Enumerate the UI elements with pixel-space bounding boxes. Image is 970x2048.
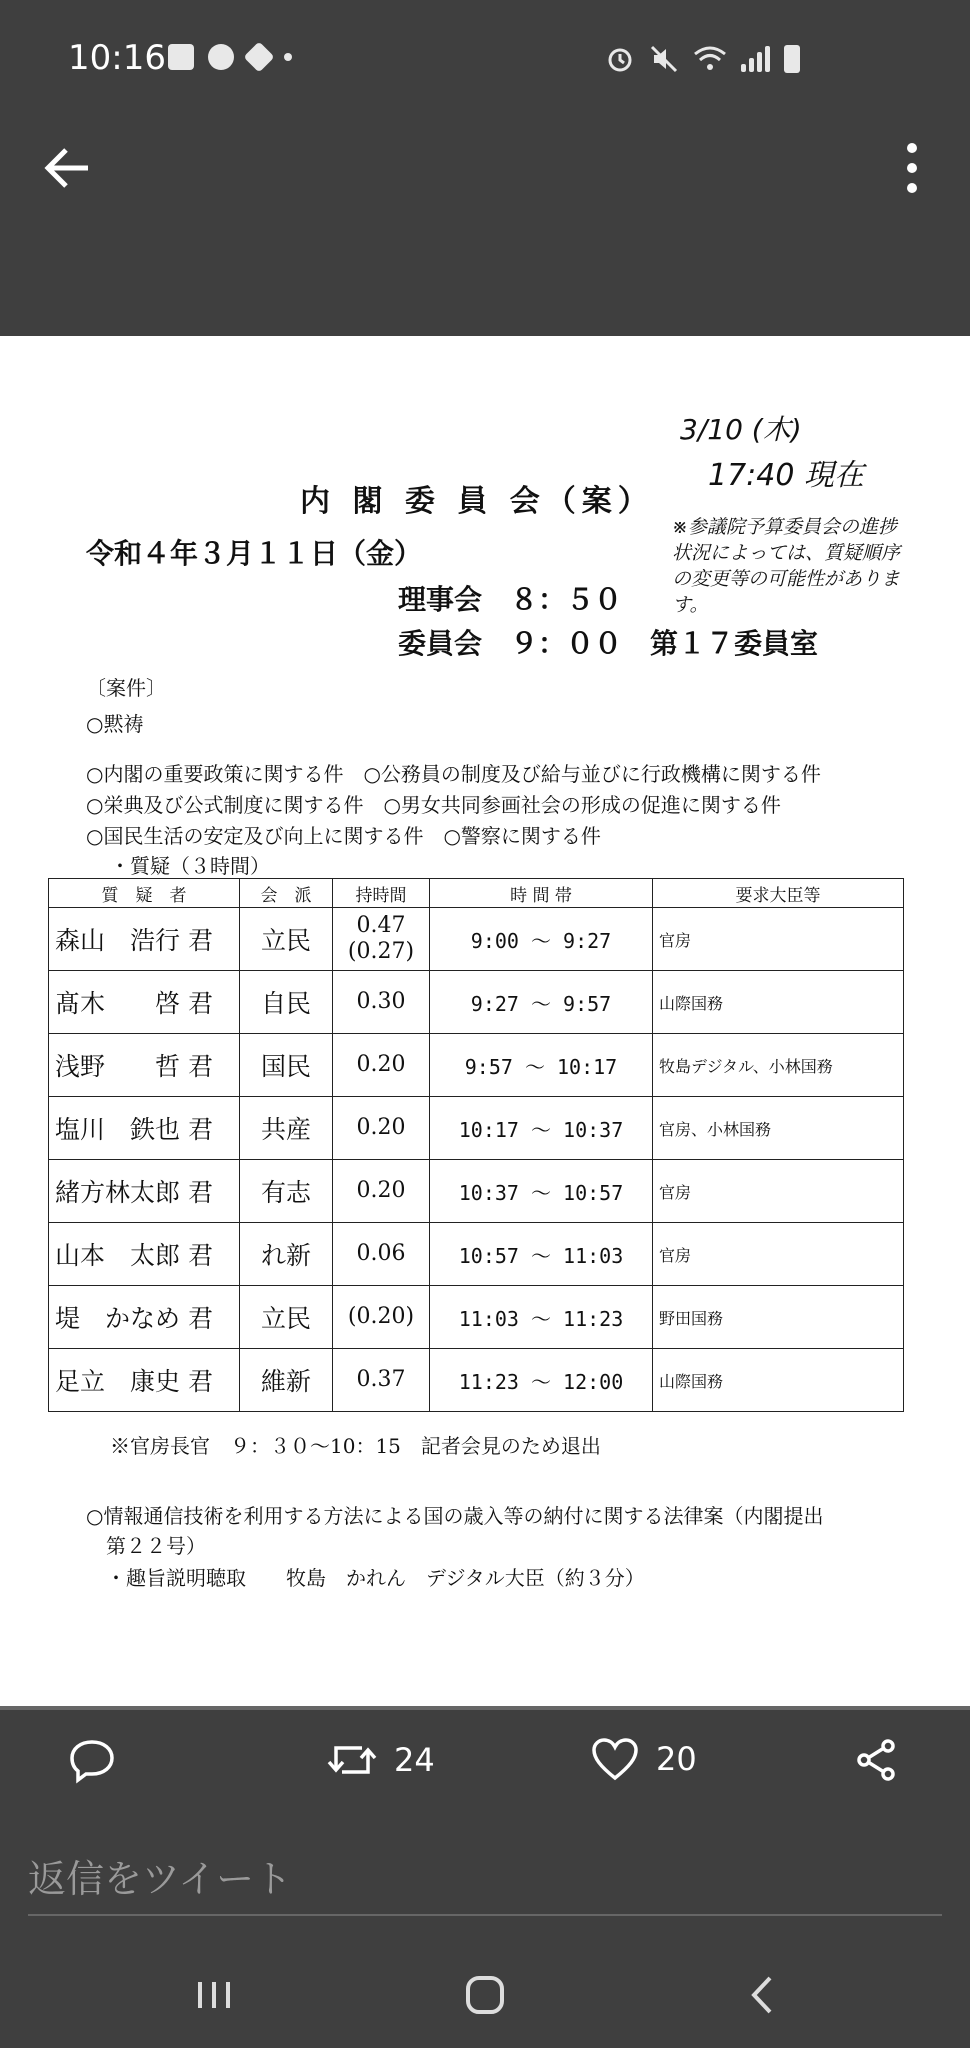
iinkai-time: 委員会 ９：００ 第１７委員室 <box>398 627 819 660</box>
party: れ新 <box>240 1223 333 1286</box>
requested-minister: 牧島デジタル、小林国務 <box>653 1034 904 1097</box>
handwritten-time: 17:40 現在 <box>708 458 864 493</box>
bill-line-1: ○情報通信技術を利用する方法による国の歳入等の納付に関する法律案（内閣提出 <box>86 1504 824 1528</box>
requested-minister: 官房、小林国務 <box>653 1097 904 1160</box>
share-icon <box>852 1736 900 1784</box>
agenda-line-2: ○栄典及び公式制度に関する件 ○男女共同参画社会の形成の促進に関する件 <box>86 793 781 817</box>
more-options-icon[interactable] <box>892 140 932 196</box>
time-allotted: 0.37 <box>333 1349 430 1412</box>
mute-icon <box>649 44 679 74</box>
app-bar <box>0 120 970 336</box>
time-allotted: 0.30 <box>333 971 430 1034</box>
header-minister: 要求大臣等 <box>653 879 904 908</box>
requested-minister: 官房 <box>653 908 904 971</box>
table-row <box>49 1034 904 1097</box>
party: 立民 <box>240 1286 333 1349</box>
signal-icon <box>741 46 770 72</box>
requested-minister: 山際国務 <box>653 1349 904 1412</box>
reply-icon <box>68 1736 116 1784</box>
tweet-action-bar <box>0 1706 970 1826</box>
cast-icon <box>243 41 274 72</box>
retweet-count: 24 <box>394 1741 435 1779</box>
back-nav-icon[interactable] <box>742 1970 782 2020</box>
schedule-table <box>48 878 904 1412</box>
party: 立民 <box>240 908 333 971</box>
table-row <box>49 971 904 1034</box>
wifi-icon <box>693 44 727 74</box>
header-time-allotted: 持時間 <box>333 879 430 908</box>
reply-divider <box>28 1914 942 1916</box>
time-allotted <box>333 908 430 971</box>
handwritten-date: 3/10 (木) <box>680 413 802 446</box>
line-icon <box>208 44 234 70</box>
party: 維新 <box>240 1349 333 1412</box>
time-allotted-sub: (0.27) <box>347 939 415 964</box>
bill-line-3: ・趣旨説明聴取 牧島 かれん デジタル大臣（約３分） <box>106 1566 645 1590</box>
table-header-row <box>49 879 904 908</box>
party: 国民 <box>240 1034 333 1097</box>
agenda-line-3: ○国民生活の安定及び向上に関する件 ○警察に関する件 <box>86 824 601 848</box>
system-icons <box>605 44 800 74</box>
questioner-name: 緒方林太郎 君 <box>49 1160 240 1223</box>
status-bar <box>0 0 970 120</box>
shitsugi-label: ・質疑（３時間） <box>110 854 270 878</box>
bill-line-2: 第２２号） <box>106 1534 206 1558</box>
divider <box>0 1706 970 1710</box>
like-count: 20 <box>656 1740 697 1778</box>
questioner-name: 山本 太郎 君 <box>49 1223 240 1286</box>
time-slot: 10:37 〜 10:57 <box>430 1160 653 1223</box>
recent-apps-icon[interactable] <box>194 1970 234 2020</box>
table-row <box>49 1223 904 1286</box>
kanbo-note: ※官房長官 ９：３０〜10：15 記者会見のため退出 <box>110 1434 601 1458</box>
tweet-image[interactable] <box>0 336 970 1706</box>
table-row <box>49 1160 904 1223</box>
table-row <box>49 1097 904 1160</box>
alarm-icon <box>605 44 635 74</box>
header-party: 会 派 <box>240 879 333 908</box>
like-button[interactable] <box>590 1736 697 1782</box>
header-questioner: 質 疑 者 <box>49 879 240 908</box>
requested-minister: 山際国務 <box>653 971 904 1034</box>
questioner-name: 森山 浩行 君 <box>49 908 240 971</box>
image-icon <box>168 44 194 70</box>
reply-button[interactable] <box>68 1736 116 1784</box>
requested-minister: 官房 <box>653 1223 904 1286</box>
heart-icon <box>590 1736 640 1782</box>
time-allotted: (0.20) <box>333 1286 430 1349</box>
requested-minister: 野田国務 <box>653 1286 904 1349</box>
time-slot: 9:57 〜 10:17 <box>430 1034 653 1097</box>
status-time: 10:16 <box>68 38 166 78</box>
agenda-line-1: ○内閣の重要政策に関する件 ○公務員の制度及び給与並びに行政機構に関する件 <box>86 762 821 786</box>
system-nav-bar <box>0 1940 970 2048</box>
table-row <box>49 1349 904 1412</box>
party: 自民 <box>240 971 333 1034</box>
questioner-name: 塩川 鉄也 君 <box>49 1097 240 1160</box>
time-slot: 9:27 〜 9:57 <box>430 971 653 1034</box>
document-title: 内 閣 委 員 会（案） <box>300 484 654 519</box>
requested-minister: 官房 <box>653 1160 904 1223</box>
time-slot: 11:03 〜 11:23 <box>430 1286 653 1349</box>
dot-icon <box>284 53 292 61</box>
share-button[interactable] <box>852 1736 900 1784</box>
mokuto-item: ○黙祷 <box>86 712 144 736</box>
back-arrow-icon[interactable] <box>40 140 96 196</box>
time-slot: 11:23 〜 12:00 <box>430 1349 653 1412</box>
time-allotted: 0.06 <box>333 1223 430 1286</box>
header-time-slot: 時 間 帯 <box>430 879 653 908</box>
table-row <box>49 1286 904 1349</box>
notification-icons <box>168 44 292 70</box>
anken-label: 〔案件〕 <box>86 676 166 700</box>
questioner-name: 浅野 哲 君 <box>49 1034 240 1097</box>
document-date: 令和４年３月１１日（金） <box>86 537 423 570</box>
time-allotted: 0.20 <box>333 1034 430 1097</box>
handwritten-note: ※参議院予算委員会の進捗状況によっては、質疑順序の変更等の可能性があります。 <box>672 516 901 616</box>
retweet-icon <box>326 1736 378 1784</box>
time-allotted: 0.20 <box>333 1160 430 1223</box>
questioner-name: 髙木 啓 君 <box>49 971 240 1034</box>
time-slot: 9:00 〜 9:27 <box>430 908 653 971</box>
party: 共産 <box>240 1097 333 1160</box>
retweet-button[interactable] <box>326 1736 435 1784</box>
battery-icon <box>784 45 800 73</box>
home-icon[interactable] <box>460 1970 510 2020</box>
party: 有志 <box>240 1160 333 1223</box>
time-allotted: 0.20 <box>333 1097 430 1160</box>
time-slot: 10:17 〜 10:37 <box>430 1097 653 1160</box>
questioner-name: 足立 康史 君 <box>49 1349 240 1412</box>
table-row <box>49 908 904 971</box>
reply-input[interactable]: 返信をツイート <box>28 1857 293 1901</box>
time-slot: 10:57 〜 11:03 <box>430 1223 653 1286</box>
time-allotted-value: 0.47 <box>356 913 406 938</box>
questioner-name: 堤 かなめ 君 <box>49 1286 240 1349</box>
rijikai-time: 理事会 ８：５０ <box>398 583 623 616</box>
